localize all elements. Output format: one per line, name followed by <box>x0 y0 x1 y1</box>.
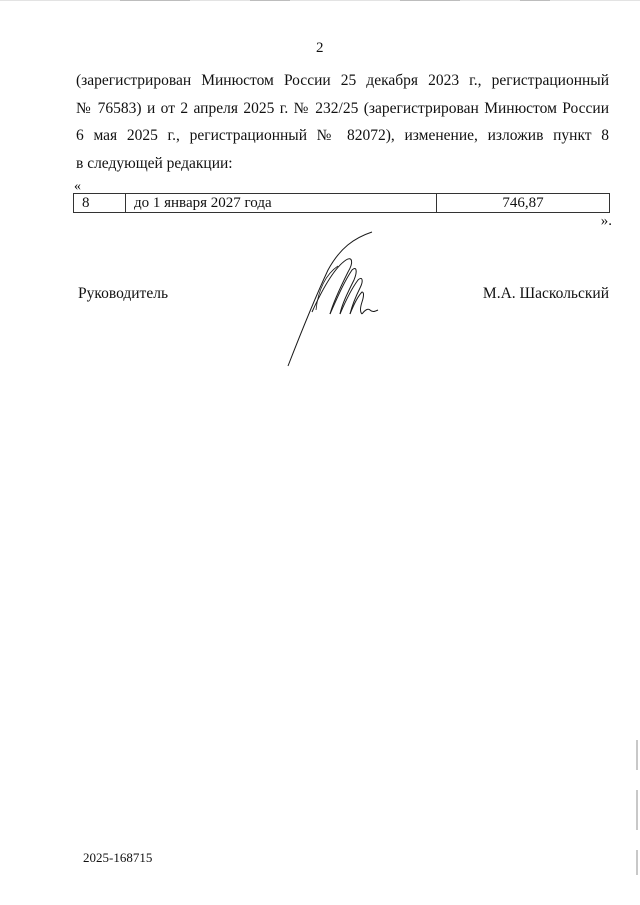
signer-name: М.А. Шаскольский <box>482 285 609 302</box>
closing-quote: ». <box>600 213 612 229</box>
body-line-4: в следующей редакции: <box>76 154 233 172</box>
body-line-3: 6 мая 2025 г., регистрационный № 82072), изменение, изложив пункт 8 <box>76 127 609 144</box>
handwritten-signature <box>282 230 382 370</box>
body-line-1: (зарегистрирован Минюстом России 25 декабря 2023 г., регистрационный <box>76 72 609 89</box>
page-number: 2 <box>316 40 324 56</box>
date-cell: до 1 января 2027 года <box>126 194 437 212</box>
item-number-cell: 8 <box>74 194 126 212</box>
signer-title: Руководитель <box>78 285 169 302</box>
scan-right-edge <box>635 740 638 880</box>
body-line-2: № 76583) и от 2 апреля 2025 г. № 232/25 (зарегистрирован Минюстом России <box>76 99 609 117</box>
body-paragraph <box>76 67 609 177</box>
scan-top-edge <box>0 0 640 2</box>
opening-quote: « <box>74 179 81 194</box>
document-number: 2025-168715 <box>83 850 153 865</box>
amendment-table-row <box>73 193 610 213</box>
value-cell: 746,87 <box>502 195 544 211</box>
